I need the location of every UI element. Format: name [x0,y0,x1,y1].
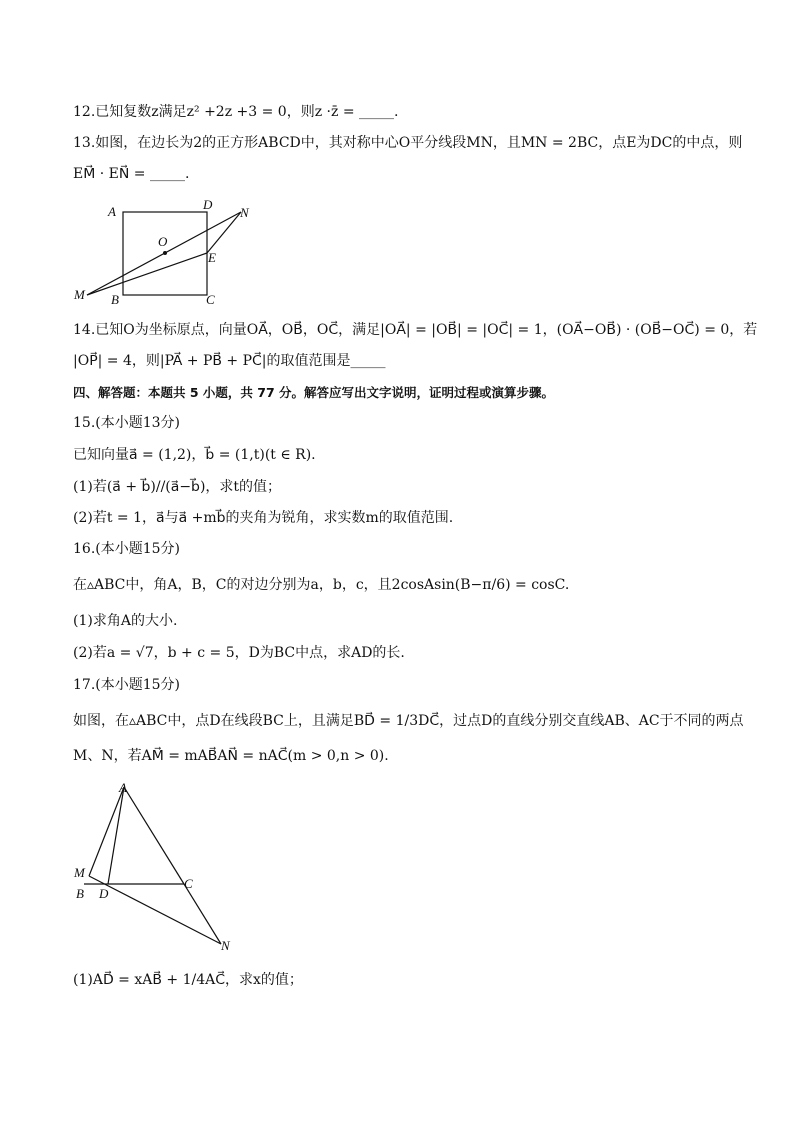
center-point-o [163,251,167,255]
label-b: B [111,292,119,307]
label-n: N [221,938,230,953]
question-15-header: 15.(本小题13分) [73,415,181,431]
question-17-stem-line1: 如图，在▵ABC中，点D在线段BC上，且满足BD⃗ = 1/3DC⃗，过点D的直线分别交直线AB、AC于不同的两点 [73,713,744,729]
label-n: N [240,205,249,220]
segment-a-b [89,787,124,876]
label-c: C [206,292,215,307]
question-16-part2: (2)若a = √7，b + c = 5，D为BC中点，求AD的长. [73,645,405,661]
question-16-part1: (1)求角A的大小. [73,613,178,629]
question-16-header: 16.(本小题15分) [73,541,181,557]
question-17-part1: (1)AD⃗ = xAB⃗ + 1/4AC⃗，求x的值； [73,972,303,988]
label-a: A [119,780,127,795]
label-c: C [184,876,193,891]
label-o: O [158,234,168,249]
question-13-line2: EM⃗ · EN⃗ = _____. [73,166,190,182]
segment-e-n [207,212,241,253]
label-a: A [108,204,116,219]
question-16-stem: 在▵ABC中，角A，B，C的对边分别为a，b，c，且2cosAsin(B−π/6) = cosC. [73,577,570,593]
segment-a-d [108,787,124,884]
question-14-line2: |OP⃗| = 4，则|PA⃗ + PB⃗ + PC⃗|的取值范围是_____ [73,353,386,369]
label-b: B [76,886,84,901]
segment-a-c [124,787,184,884]
question-17-header: 17.(本小题15分) [73,677,181,693]
triangle-figure [70,778,240,956]
label-m: M [74,865,85,880]
segment-m-e [87,253,207,295]
label-e: E [208,250,216,265]
question-15-stem: 已知向量a⃗ = (1,2)，b⃗ = (1,t)(t ∈ R). [73,447,316,463]
question-15-part2: (2)若t = 1，a⃗与a⃗ +mb⃗的夹角为锐角，求实数m的取值范围. [73,510,454,526]
question-13-line1: 13.如图，在边长为2的正方形ABCD中，其对称中心O平分线段MN，且MN = 2BC，点E为DC的中点，则 [73,135,743,151]
question-12: 12.已知复数z满足z² +2z +3 = 0，则z ·z̄ = _____. [73,104,399,120]
square-figure [70,196,260,311]
segment-m-n [89,876,221,944]
label-m: M [74,287,85,302]
label-d: D [99,886,109,901]
label-d: D [203,197,213,212]
question-14-line1: 14.已知O为坐标原点，向量OA⃗，OB⃗，OC⃗，满足|OA⃗| = |OB⃗| = |OC⃗| = 1，(OA⃗−OB⃗) · (OB⃗−OC⃗) = 0，若 [73,322,758,338]
question-17-stem-line2: M、N，若AM⃗ = mAB⃗AN⃗ = nAC⃗(m > 0,n > 0). [73,748,389,764]
section-4-heading: 四、解答题：本题共 5 小题，共 77 分。解答应写出文字说明，证明过程或演算步骤。 [73,385,555,400]
question-15-part1: (1)若(a⃗ + b⃗)//(a⃗−b⃗)，求t的值； [73,479,282,495]
